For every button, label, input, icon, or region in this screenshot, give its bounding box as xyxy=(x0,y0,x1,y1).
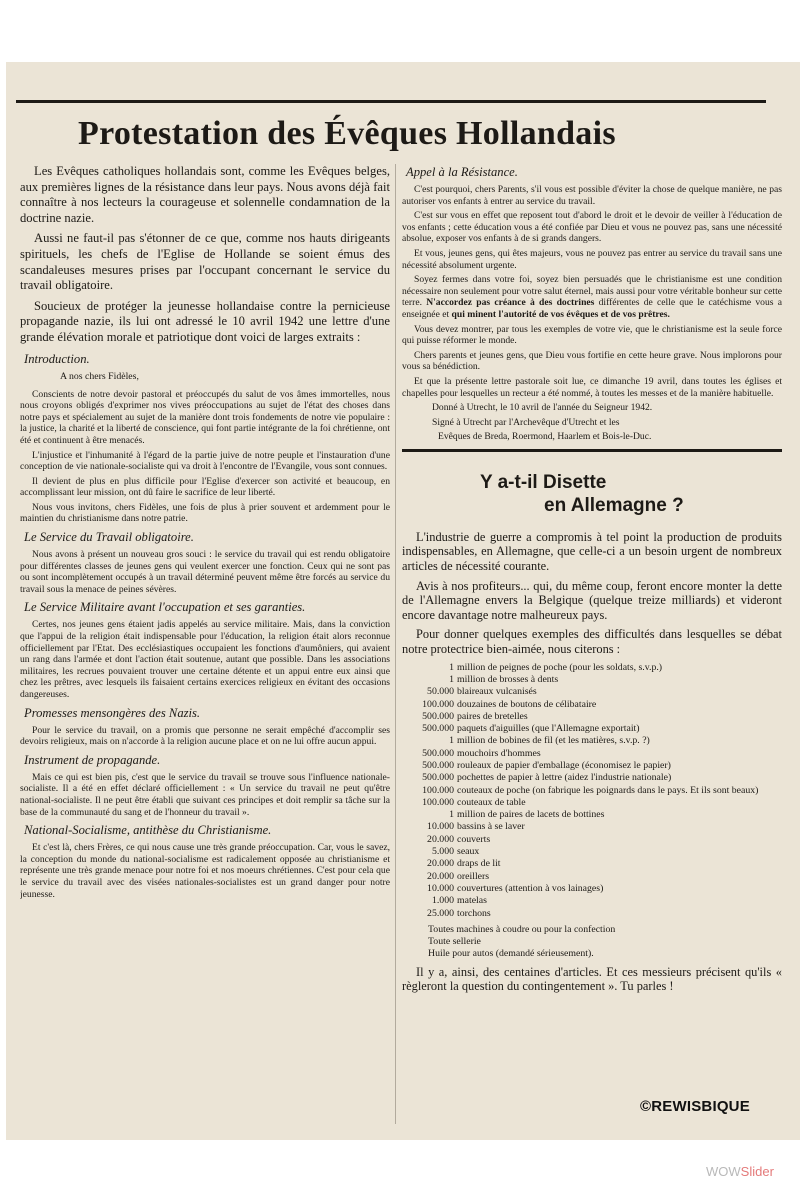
bold-para-pre: Soyez fermes dans votre foi, soyez bien persuadés que le christianisme est une condition nécessaire non seulement pour votre salut éternel, mais aussi pour votre véritable bonheur sur cette terre. xyxy=(402,274,782,309)
item-text: rouleaux de papier d'emballage (économisez le papier) xyxy=(457,760,671,771)
item-quantity: 100.000 xyxy=(422,796,454,808)
watermark-part-2: Slider xyxy=(740,1164,774,1179)
item-text: couverts xyxy=(457,833,491,845)
appel-paragraph: C'est pourquoi, chers Parents, s'il vous est possible d'éviter la chose de quelque manière, ne pas autoriser vos enfants à entrer au service du travail. xyxy=(402,184,782,207)
item-quantity: 20.000 xyxy=(427,858,454,870)
section-paragraph: Pour le service du travail, on a promis que personne ne serait empêché d'accomplir ses devoirs religieux, mais on n'accorde à la religion aucune place et on ne lui offre aucun appui. xyxy=(20,724,390,748)
list-item xyxy=(402,686,782,698)
bold-paragraph xyxy=(402,274,782,320)
item-quantity: 5.000 xyxy=(431,846,454,858)
list-item xyxy=(402,809,782,821)
item-text: paires de bretelles xyxy=(457,710,528,722)
body-paragraph: Conscients de notre devoir pastoral et préoccupés du salut de vos âmes immortelles, nous nous croyons obligés d'exprimer nos vives préoccupations au sujet de l'état des choses dans notre pays et spécialement au sujet de la manière dont trois fondements de notre vie populaire : la justice, la charité et la liberté de conscience, qui font partie intégrante de la foi chrétienne, ont été et continuent à être menacés. xyxy=(20,388,390,446)
body-paragraph: Il devient de plus en plus difficile pour l'Eglise d'exercer son activité et beaucoup, en accomplissant leur mission, ont dû faire le sacrifice de leur liberté. xyxy=(20,475,390,499)
item-text: couteaux de table xyxy=(457,796,526,808)
section-heading: Le Service Militaire avant l'occupation et ses garanties. xyxy=(24,600,306,615)
section-heading: Le Service du Travail obligatoire. xyxy=(24,530,194,545)
lead-paragraph: Soucieux de protéger la jeunesse hollandaise contre la pernicieuse propagande nazie, ils lui ont adressé le 10 avril 1942 une lettre d'une grande élévation morale et patriotique dont voici de larges extraits : xyxy=(20,298,390,344)
section-rule xyxy=(402,449,782,452)
signed-line-2: Evêques de Breda, Roermond, Haarlem et Bois-le-Duc. xyxy=(438,431,652,443)
closing-paragraph: Il y a, ainsi, des centaines d'articles. Et ces messieurs précisent qu'ils « règleront la question du contingentement ». Tu parles ! xyxy=(402,964,782,994)
section-heading: National-Socialisme, antithèse du Christianisme. xyxy=(24,823,272,838)
article-paragraph: Avis à nos profiteurs... qui, du même coup, feront encore monter la dette de l'Allemagne envers la Belgique (quelque treize milliards) et videront encore davantage notre malheureux pays. xyxy=(402,578,782,622)
list-item xyxy=(402,846,782,858)
item-quantity: 20.000 xyxy=(427,833,454,845)
lead-paragraph: Aussi ne faut-il pas s'étonner de ce que, comme nos hauts dirigeants spirituels, les chefs de l'Eglise de Hollande se soient émus des scandaleuses mesures prises par l'occupant concernant le service du travail obligatoire. xyxy=(20,231,390,293)
shortage-list xyxy=(402,662,782,920)
list-item xyxy=(402,821,782,833)
appel-paragraph: C'est sur vous en effet que reposent tout d'abord le droit et le devoir de veiller à l'éducation de vos enfants ; cette éducation vous a été confiée par Dieu et vous ne pouvez pas, sans une nécessité absolue, exposer vos enfants à de si grands dangers. xyxy=(402,210,782,245)
article-paragraph: Pour donner quelques exemples des difficultés dans lesquelles se débat notre protectrice bien-aimée, nous citerons : xyxy=(402,627,782,657)
item-quantity: 500.000 xyxy=(422,772,454,784)
list-item xyxy=(402,785,782,797)
item-text: torchons xyxy=(457,907,491,919)
watermark-part-1: WOW xyxy=(706,1164,741,1179)
item-quantity: 1 xyxy=(449,661,454,673)
list-item xyxy=(402,748,782,760)
article-heading-1: Y a-t-il Disette xyxy=(480,471,607,493)
article-paragraph: L'industrie de guerre a compromis à tel point la production de produits indispensables, en Allemagne, que celle-ci a un besoin urgent de nombreux articles de nécessité courante. xyxy=(402,529,782,574)
list-item xyxy=(402,871,782,883)
list-item xyxy=(402,711,782,723)
list-item xyxy=(402,883,782,895)
salutation: A nos chers Fidèles, xyxy=(60,370,139,382)
appel-body-2 xyxy=(402,324,782,400)
intro-heading: Introduction. xyxy=(24,351,90,366)
credit-label: ©REWISBIQUE xyxy=(640,1098,750,1115)
item-quantity: 1 xyxy=(449,735,454,747)
list-item xyxy=(402,797,782,809)
item-text: couteaux de poche (on fabrique les poignards dans le pays. Et ils sont beaux) xyxy=(457,784,759,796)
item-quantity: 10.000 xyxy=(427,821,454,833)
item-quantity: 500.000 xyxy=(422,710,454,722)
item-text: million de bobines de fil (et les matières, s.v.p. ?) xyxy=(457,735,650,747)
item-quantity: 50.000 xyxy=(427,686,454,698)
section-paragraph: Et c'est là, chers Frères, ce qui nous cause une très grande préoccupation. Car, vous le savez, la conception du monde du national-socialisme est radicalement opposée au christianisme et représente une très grande menace pour notre foi et nos moeurs chrétiennes. C'est pour cela que le service du travail avec des visées nationales-socialistes est un grand danger pour notre jeunesse. xyxy=(20,842,390,900)
item-quantity: 25.000 xyxy=(427,907,454,919)
lead-paragraphs xyxy=(20,164,390,346)
signed-line-1: Signé à Utrecht par l'Archevêque d'Utrecht et les xyxy=(432,416,620,428)
list-item xyxy=(402,858,782,870)
column-divider xyxy=(395,164,396,1124)
item-text: million de paires de lacets de bottines xyxy=(457,809,605,821)
page-title: Protestation des Évêques Hollandais xyxy=(78,115,616,152)
appel-paragraph: Vous devez montrer, par tous les exemples de votre vie, que le christianisme est la seule force qui puisse réformer le monde. xyxy=(402,323,782,347)
item-quantity: 1 xyxy=(449,809,454,821)
item-text: douzaines de boutons de célibataire xyxy=(457,698,597,710)
right-column xyxy=(402,164,782,1134)
list-tail-line: Toutes machines à coudre ou pour la confection xyxy=(428,923,616,935)
appel-body xyxy=(402,184,782,271)
section-heading: Promesses mensongères des Nazis. xyxy=(24,705,201,720)
list-item xyxy=(402,735,782,747)
section-paragraph: Certes, nos jeunes gens étaient jadis appelés au service militaire. Mais, dans la conviction que l'appui de la religion était indispensable pour l'éducation, la religion était alors reconnue officiellement par l'Etat. Des ecclésiastiques occupaient les fonctions d'aumôniers, qui avaient un rang dans l'armée et dont l'action était soutenue, autant que possible. Dans les associations militaires, les recrues pouvaient trouver une certaine détente et un appui entre eux ainsi que chez les prêtres, avec lesquels ils faisaient certains exercices religieux en évitant des occasions dangereuses. xyxy=(20,619,390,700)
intro-body xyxy=(20,389,390,526)
newspaper-page xyxy=(6,62,800,1140)
item-text: mouchoirs d'hommes xyxy=(457,747,541,759)
bold-para-mid: différentes de celle que le catéchisme vous a enseignée et xyxy=(402,297,782,320)
item-quantity: 1 xyxy=(449,673,454,685)
item-text: draps de lit xyxy=(457,858,501,870)
article-paragraphs xyxy=(402,530,782,657)
item-text: oreillers xyxy=(457,870,490,882)
list-tail-line: Huile pour autos (demandé sérieusement). xyxy=(428,948,594,960)
section-heading: Instrument de propagande. xyxy=(24,752,161,767)
item-quantity: 100.000 xyxy=(422,784,454,796)
list-item xyxy=(402,760,782,772)
appel-paragraph: Chers parents et jeunes gens, que Dieu vous fortifie en cette heure grave. Nous implorons pour vous sa bénédiction. xyxy=(402,349,782,373)
article-heading-2: en Allemagne ? xyxy=(544,494,684,516)
item-text: couvertures (attention à vos lainages) xyxy=(457,882,604,894)
list-tail-line: Toute sellerie xyxy=(428,936,481,948)
section-paragraph: Nous avons à présent un nouveau gros souci : le service du travail qui est rendu obligatoire pour différentes classes de jeunes gens qui veulent exercer une fonction. Ceux qui ne sont pas ou sont incomplètement occupés à un travail déterminé peuvent même être forcés au service du travail sous la menace de peines sévères. xyxy=(20,549,390,595)
item-quantity: 20.000 xyxy=(427,870,454,882)
item-quantity: 10.000 xyxy=(427,882,454,894)
item-text: blaireaux vulcanisés xyxy=(457,686,537,698)
list-item xyxy=(402,772,782,784)
list-item xyxy=(402,699,782,711)
watermark xyxy=(706,1164,774,1179)
left-column xyxy=(20,164,390,1134)
item-text: paquets d'aiguilles (que l'Allemagne exportait) xyxy=(457,723,640,735)
item-text: million de brosses à dents xyxy=(457,673,559,685)
list-item xyxy=(402,908,782,920)
list-tail xyxy=(402,924,782,961)
item-quantity: 1.000 xyxy=(431,895,454,907)
section-paragraph: Mais ce qui est bien pis, c'est que le service du travail se trouve sous l'influence nationale-socialiste. Il a été en effet déclaré officiellement : « Un service du travail ne peut qu'être national-socialiste. Il ne peut être établi que suivant ces principes et doit remplir sa tâche sur la base de la communauté du sang et de l'honneur du travail ». xyxy=(20,771,390,818)
item-quantity: 100.000 xyxy=(422,698,454,710)
item-quantity: 500.000 xyxy=(422,760,454,771)
lead-paragraph: Les Evêques catholiques hollandais sont, comme les Evêques belges, aux premières lignes de la résistance dans leur pays. Nous avons déjà fait connaître à nos lecteurs la courageuse et solennelle condamnation de la doctrine nazie. xyxy=(20,164,390,225)
letter-sections xyxy=(20,529,390,900)
body-paragraph: L'injustice et l'inhumanité à l'égard de la partie juive de notre peuple et l'instauration d'une conception de vie nationale-socialiste qui va droit à l'encontre de l'Evangile, vous sont connues. xyxy=(20,449,390,473)
appel-paragraph: Et vous, jeunes gens, qui êtes majeurs, vous ne pouvez pas entrer au service du travail sans une nécessité absolument urgente. xyxy=(402,247,782,271)
item-text: matelas xyxy=(457,895,487,907)
list-item xyxy=(402,895,782,907)
item-quantity: 500.000 xyxy=(422,747,454,759)
item-text: bassins à se laver xyxy=(457,821,525,833)
given-line: Donné à Utrecht, le 10 avril de l'année du Seigneur 1942. xyxy=(432,402,653,414)
list-item xyxy=(402,662,782,674)
item-quantity: 500.000 xyxy=(422,723,454,735)
list-item xyxy=(402,674,782,686)
body-paragraph: Nous vous invitons, chers Fidèles, une fois de plus à prier souvent et ardemment pour le maintien du christianisme dans notre patrie. xyxy=(20,501,390,525)
top-rule xyxy=(16,100,766,103)
bold-para-emph-1: N'accordez pas créance à des doctrines xyxy=(426,297,595,309)
list-item xyxy=(402,723,782,735)
item-text: seaux xyxy=(457,846,480,858)
item-text: million de peignes de poche (pour les soldats, s.v.p.) xyxy=(457,661,663,673)
appel-heading: Appel à la Résistance. xyxy=(406,165,518,179)
appel-paragraph: Et que la présente lettre pastorale soit lue, ce dimanche 19 avril, dans toutes les églises et chapelles pour lesquelles un recteur a été nommé, à toutes les messes et de la manière habituelle. xyxy=(402,375,782,399)
item-text: pochettes de papier à lettre (aidez l'industrie nationale) xyxy=(457,772,672,784)
bold-para-emph-2: qui minent l'autorité de vos évêques et de vos prêtres. xyxy=(451,308,670,320)
list-item xyxy=(402,834,782,846)
